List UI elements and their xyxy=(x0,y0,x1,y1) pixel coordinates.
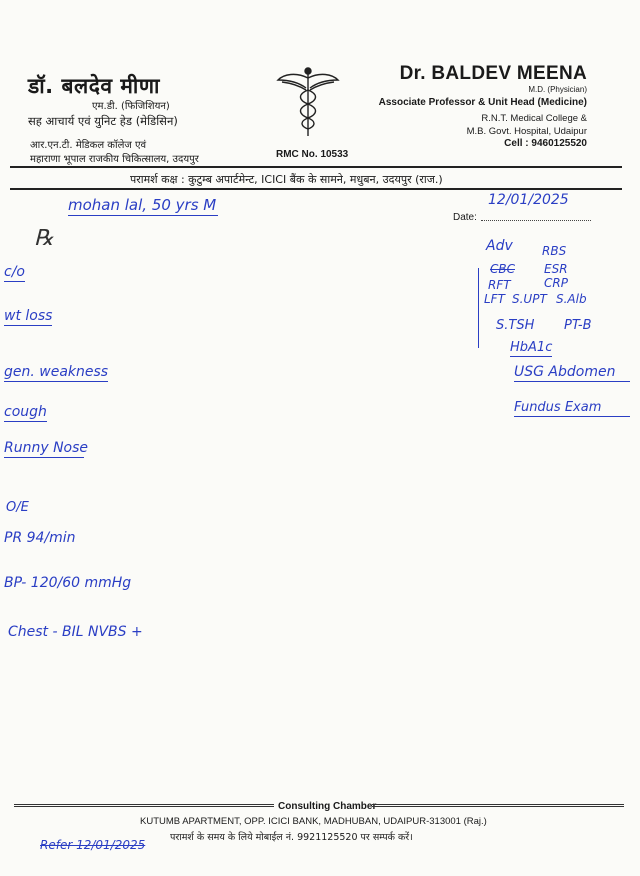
investigation-item: HbA1c xyxy=(510,340,553,355)
investigation-item: RBS xyxy=(542,244,567,258)
date-dotted-line xyxy=(481,220,591,221)
investigation-item: CRP xyxy=(544,276,568,290)
institution-hindi-1: आर.एन.टी. मेडिकल कॉलेज एवं xyxy=(30,140,147,151)
doctor-role-hindi: सह आचार्य एवं युनिट हेड (मेडिसिन) xyxy=(28,114,178,128)
footer-rule-left xyxy=(14,804,274,807)
footer-title: Consulting Chamber xyxy=(278,801,377,812)
institution-english-1: R.N.T. Medical College & xyxy=(481,113,587,124)
chamber-address-hindi: परामर्श कक्ष : कुटुम्ब अपार्टमेन्ट, ICICI बैंक के सामने, मधुबन, उदयपुर (राज.) xyxy=(130,173,443,186)
complaint-line: wt loss xyxy=(4,308,53,324)
investigation-item: S.UPT xyxy=(512,292,547,306)
date-value: 12/01/2025 xyxy=(488,192,569,208)
rx-symbol: ℞ xyxy=(34,226,54,251)
investigation-item: S.TSH xyxy=(496,318,535,333)
investigations-bracket xyxy=(478,268,479,348)
complaint-line: cough xyxy=(4,404,47,420)
investigation-item: CBC xyxy=(490,262,515,276)
vitals-line: BP- 120/60 mmHg xyxy=(4,575,132,591)
doctor-degree-hindi: एम.डी. (फिजिशियन) xyxy=(92,101,170,112)
complaint-line: Runny Nose xyxy=(4,440,89,456)
investigation-item: ESR xyxy=(544,262,568,276)
vitals-line: O/E xyxy=(6,500,29,515)
caduceus-icon xyxy=(276,66,340,138)
investigation-item: PT-B xyxy=(564,318,592,333)
doctor-degree-english: M.D. (Physician) xyxy=(528,85,587,94)
doctor-cell: Cell : 9460125520 xyxy=(504,138,587,149)
investigation-item: Fundus Exam xyxy=(514,400,630,417)
footer-mobile-hindi: परामर्श के समय के लिये मोबाईल नं. 9921125520 पर सम्पर्क करें। xyxy=(170,832,413,843)
doctor-name-hindi: डॉ. बलदेव मीणा xyxy=(28,74,160,98)
footer-rule-right xyxy=(372,804,624,807)
investigations-heading: Adv xyxy=(486,238,513,254)
header-rule-bottom xyxy=(10,188,622,190)
complaint-line: c/o xyxy=(4,264,25,280)
doctor-role-english: Associate Professor & Unit Head (Medicine) xyxy=(378,97,587,108)
vitals-line: PR 94/min xyxy=(4,530,76,546)
footer-address: KUTUMB APARTMENT, OPP. ICICI BANK, MADHUBAN, UDAIPUR-313001 (Raj.) xyxy=(140,816,487,827)
complaint-line: gen. weakness xyxy=(4,364,109,380)
doctor-name-english: Dr. BALDEV MEENA xyxy=(399,63,587,84)
investigation-item: LFT xyxy=(484,292,505,306)
vitals-line: Chest - BIL NVBS + xyxy=(8,624,143,640)
patient-name: mohan lal, 50 yrs M xyxy=(68,196,217,214)
investigation-item: USG Abdomen xyxy=(514,364,630,382)
date-label: Date: xyxy=(453,212,477,223)
header-rule-top xyxy=(10,166,622,168)
institution-english-2: M.B. Govt. Hospital, Udaipur xyxy=(466,126,587,137)
institution-hindi-2: महाराणा भूपाल राजकीय चिकित्सालय, उदयपुर xyxy=(30,154,199,165)
investigation-item: RFT xyxy=(488,278,511,292)
bottom-scribble: Refer 12/01/2025 xyxy=(40,838,146,852)
rmc-number: RMC No. 10533 xyxy=(276,149,349,160)
investigation-item: S.Alb xyxy=(556,292,587,306)
